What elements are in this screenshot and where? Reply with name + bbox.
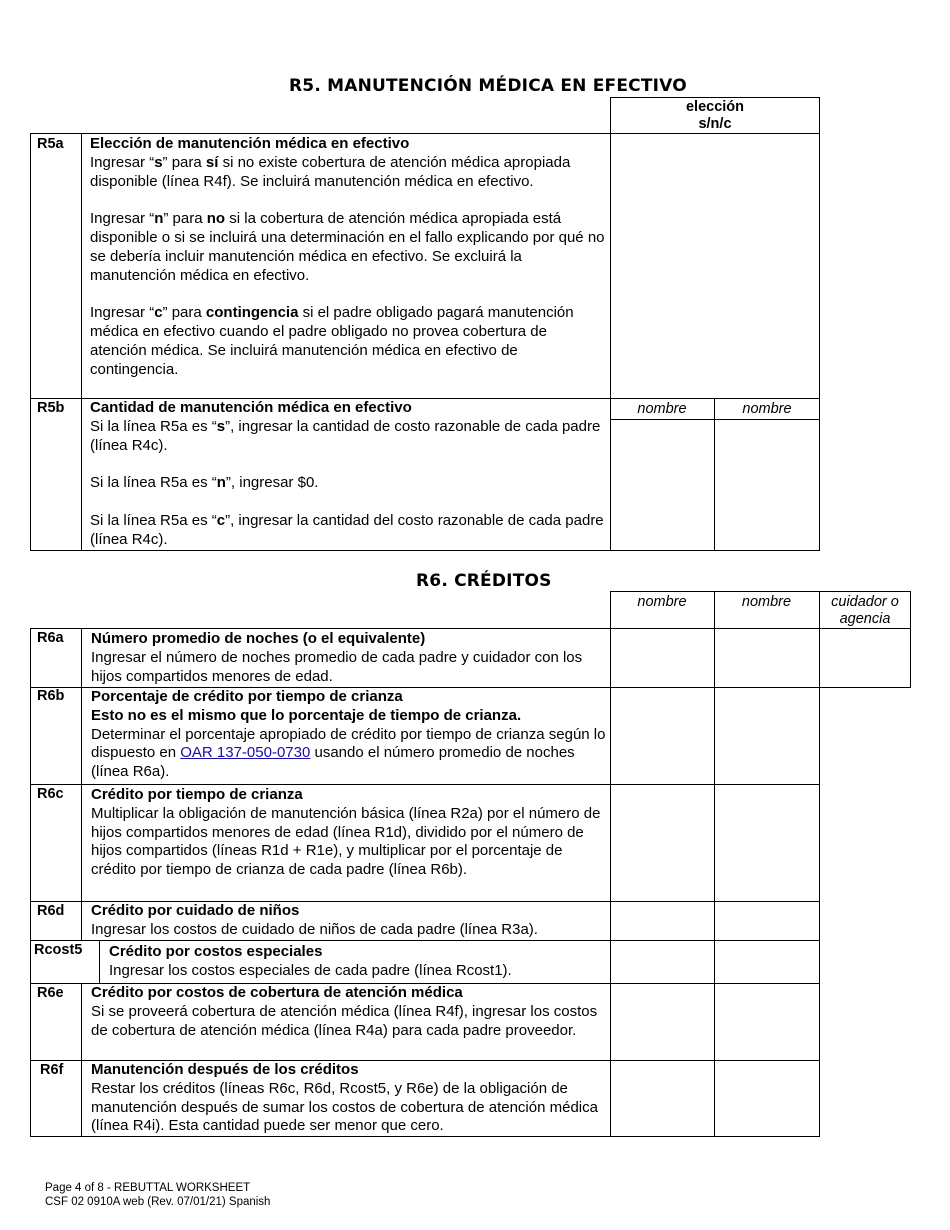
r6c-input-col2[interactable] xyxy=(715,785,819,900)
r5a-text xyxy=(90,135,606,379)
r6a-body: Ingresar el número de noches promedio de cada padre y cuidador con los hijos compartidos menores de edad. xyxy=(91,648,583,685)
r5b-paragraph-1: Si la línea R5a es “s”, ingresar la cantidad de costo razonable de cada padre (línea R4c). xyxy=(90,417,601,454)
r6e-heading: Crédito por costos de cobertura de atención médica xyxy=(91,984,463,1001)
r5a-election-input[interactable] xyxy=(611,134,819,397)
r5b-text xyxy=(90,399,606,549)
rcost5-text xyxy=(109,943,607,981)
r6-col3-header-line2: agencia xyxy=(839,611,891,627)
r6b-heading: Porcentaje de crédito por tiempo de crianza xyxy=(91,688,403,705)
r5a-paragraph-3: Ingresar “c” para contingencia si el padre obligado pagará manutención médica en efectivo cuando el padre obligado no provea cobertura de atención médica. Se incluirá manutención médica en efectivo de contingencia. xyxy=(90,304,574,378)
r6b-input-col1[interactable] xyxy=(611,688,713,783)
rcost5-heading: Crédito por costos especiales xyxy=(109,943,323,960)
r6f-body: Restar los créditos (líneas R6c, R6d, Rcost5, y R6e) de la obligación de manutención después de sumar los costos de cobertura de atención médica (línea R4i). Esta cantidad puede ser menor que cero. xyxy=(91,1079,598,1135)
r6a-caregiver-cell[interactable] xyxy=(819,628,911,688)
r6c-code: R6c xyxy=(37,786,64,802)
footer-form-line: CSF 02 0910A web (Rev. 07/01/21) Spanish xyxy=(45,1196,271,1208)
rcost5-body: Ingresar los costos especiales de cada padre (línea Rcost1). xyxy=(109,961,512,979)
r6d-body: Ingresar los costos de cuidado de niños de cada padre (línea R3a). xyxy=(91,920,538,938)
r6b-input-col2[interactable] xyxy=(715,688,819,783)
r6e-body: Si se proveerá cobertura de atención médica (línea R4f), ingresar los costos de cobertura de atención médica (línea R4a) para cada padre proveedor. xyxy=(91,1002,598,1039)
r6e-input-col2[interactable] xyxy=(715,984,819,1059)
r5a-code: R5a xyxy=(37,136,64,152)
r6a-code: R6a xyxy=(37,630,64,646)
r6a-input-col2[interactable] xyxy=(715,629,819,686)
r6f-heading: Manutención después de los créditos xyxy=(91,1061,359,1078)
r5b-heading: Cantidad de manutención médica en efectivo xyxy=(90,399,412,416)
oar-link[interactable]: OAR 137-050-0730 xyxy=(180,744,311,762)
footer xyxy=(45,1181,270,1209)
r6a-text xyxy=(91,630,607,686)
rcost5-code: Rcost5 xyxy=(34,942,83,958)
r5b-paragraph-2: Si la línea R5a es “n”, ingresar $0. xyxy=(90,474,319,492)
r6b-body: Determinar el porcentaje apropiado de crédito por tiempo de crianza según lo dispuesto en OAR 137-050-0730 usando el número promedio de noches (línea R6a). xyxy=(91,725,606,781)
r6f-input-col1[interactable] xyxy=(611,1061,713,1136)
r5a-paragraph-2: Ingresar “n” para no si la cobertura de atención médica apropiada está disponible o si se incluirá una determinación en el fallo explicando por qué no se debería incluir manutención médica en efectivo. Se excluirá la manutención médica en efectivo. xyxy=(90,210,605,284)
r5b-input-col2[interactable] xyxy=(715,420,819,550)
r5-election-header xyxy=(610,99,820,133)
r6c-heading: Crédito por tiempo de crianza xyxy=(91,786,303,803)
r6e-text xyxy=(91,984,607,1040)
r6f-input-col2[interactable] xyxy=(715,1061,819,1136)
r6c-text xyxy=(91,786,607,880)
r5a-heading: Elección de manutención médica en efectivo xyxy=(90,135,410,152)
r6a-input-col1[interactable] xyxy=(611,629,713,686)
r6-col3-header xyxy=(819,594,911,628)
r5b-paragraph-3: Si la línea R5a es “c”, ingresar la cantidad del costo razonable de cada padre (línea R4c). xyxy=(90,511,604,548)
r6d-input-col2[interactable] xyxy=(715,902,819,939)
footer-page-line: Page 4 of 8 - REBUTTAL WORKSHEET xyxy=(45,1182,251,1194)
r6b-text xyxy=(91,688,607,782)
r5-title: R5. MANUTENCIÓN MÉDICA EN EFECTIVO xyxy=(289,76,687,96)
r6-col1-header: nombre xyxy=(637,594,687,610)
r6-col3-header-line1: cuidador o xyxy=(831,594,899,610)
r6-title: R6. CRÉDITOS xyxy=(416,571,552,591)
r6f-code: R6f xyxy=(40,1062,64,1078)
r5a-paragraph-1: Ingresar “s” para sí si no existe cobertura de atención médica apropiada disponible (línea R4f). Se incluirá manutención médica en efectivo. xyxy=(90,153,571,190)
r6d-code: R6d xyxy=(37,903,65,919)
r6-col2-header: nombre xyxy=(741,594,792,610)
r6-div-code-rcost xyxy=(99,940,100,983)
r5b-input-col1[interactable] xyxy=(611,420,713,550)
r6f-text xyxy=(91,1061,607,1136)
r6d-input-col1[interactable] xyxy=(611,902,713,939)
r5b-code: R5b xyxy=(37,400,65,416)
r6a-heading: Número promedio de noches (o el equivalente) xyxy=(91,630,426,647)
rcost5-input-col2[interactable] xyxy=(715,941,819,982)
r5-divider-code xyxy=(81,133,82,551)
r6d-heading: Crédito por cuidado de niños xyxy=(91,902,300,919)
r6c-body: Multiplicar la obligación de manutención básica (línea R2a) por el número de hijos compartidos menores de edad (línea R1d), dividido por el número de hijos compartidos (líneas R1d + R1e), y multiplicar por el porcentaje de crédito por tiempo de crianza de cada padre (línea R6b). xyxy=(91,804,601,879)
r6b-subheading: Esto no es el mismo que lo porcentaje de tiempo de crianza. xyxy=(91,706,522,724)
r5-election-header-line1: elección xyxy=(685,99,745,115)
r6e-input-col1[interactable] xyxy=(611,984,713,1059)
rcost5-input-col1[interactable] xyxy=(611,941,713,982)
r5-election-header-line2: s/n/c xyxy=(698,116,732,132)
r6e-code: R6e xyxy=(37,985,64,1001)
r5b-col1-header: nombre xyxy=(637,401,687,417)
r6b-code: R6b xyxy=(37,688,65,704)
r6c-input-col1[interactable] xyxy=(611,785,713,900)
r6d-text xyxy=(91,902,607,940)
r5b-col2-header: nombre xyxy=(742,401,792,417)
